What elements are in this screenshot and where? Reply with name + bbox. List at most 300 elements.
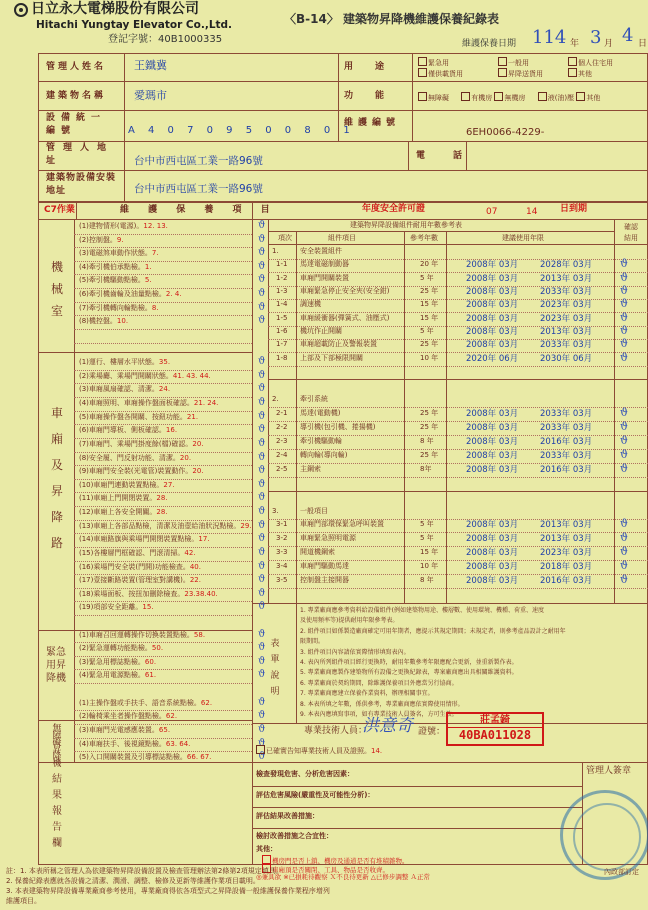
tech-signature: 洪意奇 bbox=[362, 716, 413, 736]
check-mark-icon: ϑ bbox=[258, 574, 266, 586]
check-mark-icon: ϑ bbox=[258, 723, 266, 735]
maintenance-item bbox=[79, 549, 196, 558]
component-start: 2008年 03月 bbox=[466, 340, 519, 350]
component-row-divider bbox=[268, 366, 648, 367]
use-general-checkbox[interactable] bbox=[498, 57, 507, 66]
maintenance-item-point: 15. bbox=[142, 603, 154, 612]
check-mark-icon: ϑ bbox=[258, 465, 266, 477]
left-row-divider bbox=[74, 302, 252, 303]
maintenance-item-text: (18)乘場面板、按扭加刪除檢查。 bbox=[79, 589, 185, 598]
check-mark-icon: ϑ bbox=[258, 288, 266, 300]
device-number-value: A 4 0 7 0 9 5 0 0 8 0 1 bbox=[128, 125, 355, 136]
component-check-mark-icon: ϑ bbox=[620, 462, 628, 475]
func-opt-4: 其他 bbox=[586, 94, 601, 102]
maintenance-item-text: (2)控制盤。 bbox=[79, 235, 117, 244]
component-ref-years: 8 年 bbox=[420, 437, 434, 445]
maintenance-item-point: 41. 43. 44. bbox=[172, 371, 211, 380]
cert-stamp bbox=[446, 712, 544, 746]
maintenance-item bbox=[79, 522, 252, 531]
company-name-cn: 日立永大電梯股份有限公司 bbox=[31, 1, 199, 17]
left-row-divider bbox=[74, 574, 252, 575]
component-no: 1-4 bbox=[276, 300, 288, 308]
component-name: 導引機(包引機、捲揚機) bbox=[300, 423, 376, 431]
component-ref-years: 25 年 bbox=[420, 409, 439, 417]
left-row-divider bbox=[74, 288, 252, 289]
component-name: 車廂門部環保緊急呼叫裝置 bbox=[300, 520, 384, 528]
maintenance-item bbox=[79, 454, 191, 463]
check-mark-icon: ϑ bbox=[258, 587, 266, 599]
component-start: 2008年 03月 bbox=[466, 548, 519, 558]
maintenance-item bbox=[79, 740, 190, 749]
component-group-no: 3. bbox=[272, 507, 279, 515]
component-no: 2-3 bbox=[276, 437, 288, 445]
component-ref-years: 20 年 bbox=[420, 260, 439, 268]
maintenance-item-point: 66. 67. bbox=[186, 753, 212, 762]
component-name: 馬達電磁制動器 bbox=[300, 260, 349, 268]
maintenance-item-point: 65. bbox=[158, 725, 171, 734]
maintenance-item-text: (7)車廂門、乘場門掛度餘(檔)確認。 bbox=[79, 439, 193, 448]
left-row-divider bbox=[74, 234, 252, 235]
component-end: 2033年 03月 bbox=[540, 451, 593, 461]
left-row-divider bbox=[74, 547, 252, 548]
left-row-divider bbox=[74, 452, 252, 453]
maintenance-item bbox=[79, 712, 177, 721]
install-address-value: 台中市西屯區工業一路96號 bbox=[134, 183, 263, 195]
component-ref-years: 5 年 bbox=[420, 327, 434, 335]
component-name: 控制盤主接開器 bbox=[300, 576, 349, 584]
component-name: 車廂超載防止及警報裝置 bbox=[300, 340, 377, 348]
maintenance-item bbox=[79, 481, 175, 490]
maintenance-item-text: (14)車廂路旗與乘場門開閉裝置點檢。 bbox=[79, 535, 199, 544]
check-mark-icon: ϑ bbox=[258, 669, 266, 681]
component-check-mark-icon: ϑ bbox=[620, 351, 628, 364]
maintenance-item bbox=[79, 413, 198, 422]
form-title: 〈B-14〉 建築物昇降機維護保養紀錄表 bbox=[284, 12, 500, 26]
maintenance-item bbox=[79, 290, 182, 299]
left-row-divider bbox=[74, 588, 252, 589]
maintenance-item-text: (4)緊急用電源點檢。 bbox=[79, 671, 145, 680]
component-check-mark-icon: ϑ bbox=[620, 559, 628, 572]
note-line: 6. 專業廠商於契約期間，除維護保養項目外應當另行協商。 bbox=[300, 679, 458, 687]
maintenance-item-point: 63. 64. bbox=[165, 739, 191, 748]
maintenance-item-text: (19)項部安全距離。 bbox=[79, 603, 143, 612]
date-month: 3 bbox=[590, 27, 602, 48]
component-end: 2030年 06月 bbox=[540, 354, 593, 364]
component-check-mark-icon: ϑ bbox=[620, 311, 628, 324]
year-unit: 年 bbox=[570, 39, 580, 49]
c7-label: C7作業 bbox=[44, 205, 75, 215]
date-day: 4 bbox=[622, 25, 634, 46]
component-check-mark-icon: ϑ bbox=[620, 448, 628, 461]
maintenance-item-point: 20. bbox=[179, 453, 192, 462]
component-no: 3-2 bbox=[276, 534, 288, 542]
maintenance-item bbox=[79, 603, 154, 612]
maintenance-item-point: 27. bbox=[163, 480, 175, 489]
maintenance-item-point: 28. bbox=[156, 508, 168, 517]
component-no: 2-4 bbox=[276, 451, 288, 459]
section-machine-room: 機械室 bbox=[50, 260, 63, 318]
maintenance-item-point: 17. bbox=[198, 535, 210, 544]
left-row-divider bbox=[74, 261, 252, 262]
component-check-mark-icon: ϑ bbox=[620, 257, 628, 270]
maintenance-item-text: (5)車廂操作盤各開關、按鈕功能。 bbox=[79, 412, 187, 421]
component-ref-years: 8 年 bbox=[420, 576, 434, 584]
component-end: 2013年 03月 bbox=[540, 534, 593, 544]
check-mark-icon: ϑ bbox=[258, 751, 266, 763]
use-opt-2: 個人住宅用 bbox=[578, 59, 613, 67]
maintenance-item bbox=[79, 222, 168, 231]
confirm-label-2: 結用 bbox=[624, 234, 638, 242]
use-emergency-checkbox[interactable] bbox=[418, 57, 427, 66]
left-row-divider bbox=[74, 370, 252, 371]
func-other-checkbox[interactable] bbox=[576, 92, 585, 101]
component-row-divider bbox=[268, 532, 648, 533]
component-row-divider bbox=[268, 352, 648, 353]
building-name-label: 建築物名稱 bbox=[46, 91, 107, 101]
check-mark-icon: ϑ bbox=[258, 437, 266, 449]
maintenance-item-text: (9)車廂門安全裝(光電管)裝置動作。 bbox=[79, 467, 193, 476]
note-line: 及使用頻率等)提供耐用年限參考表。 bbox=[300, 617, 399, 625]
company-logo-icon bbox=[14, 3, 28, 17]
check-mark-icon: ϑ bbox=[258, 315, 266, 327]
section-car: 車廂及昇降路 bbox=[50, 406, 63, 550]
component-start: 2020年 06月 bbox=[466, 354, 519, 364]
component-ref-years: 10 年 bbox=[420, 354, 439, 362]
col-life-header: 建議使用年限 bbox=[502, 234, 544, 242]
component-no: 3-1 bbox=[276, 520, 288, 528]
maintenance-item-point: 12. 13. bbox=[143, 222, 168, 230]
informed-checkbox[interactable] bbox=[256, 745, 265, 754]
maintenance-item-point: 62. bbox=[200, 698, 213, 707]
component-name: 上部及下部極限開關 bbox=[300, 354, 363, 362]
maintenance-item-point: 22. bbox=[189, 576, 201, 585]
check-mark-icon: ϑ bbox=[258, 383, 266, 395]
component-ref-years: 15 年 bbox=[420, 548, 439, 556]
expiry-day: 14 bbox=[526, 207, 538, 217]
component-end: 2033年 03月 bbox=[540, 423, 593, 433]
component-check-mark-icon: ϑ bbox=[620, 420, 628, 433]
check-mark-icon: ϑ bbox=[258, 410, 266, 422]
phone-label: 電話 bbox=[416, 151, 491, 161]
maintenance-item-point: 40. bbox=[189, 562, 201, 571]
component-check-mark-icon: ϑ bbox=[620, 434, 628, 447]
component-start: 2008年 03月 bbox=[466, 534, 519, 544]
note-line: 限期間。 bbox=[300, 638, 325, 646]
maintenance-item-point: 28. bbox=[156, 494, 168, 503]
component-row-divider bbox=[268, 463, 648, 464]
maintenance-item-point: 1. bbox=[144, 262, 152, 271]
component-end: 2013年 03月 bbox=[540, 327, 593, 337]
use-opt-5: 其他 bbox=[578, 70, 592, 78]
component-ref-years: 5 年 bbox=[420, 274, 434, 282]
component-group-no: 2. bbox=[272, 395, 279, 403]
maintenance-item bbox=[79, 236, 124, 245]
component-end: 2016年 03月 bbox=[540, 465, 593, 475]
maintenance-item-text: (4)牽引機伯承點檢。 bbox=[79, 262, 145, 271]
maintenance-item-point: 60. bbox=[144, 657, 157, 666]
component-row-divider bbox=[268, 421, 648, 422]
func-hydraulic-checkbox[interactable] bbox=[538, 92, 547, 101]
use-other-checkbox[interactable] bbox=[568, 68, 577, 77]
maintenance-item bbox=[79, 426, 177, 435]
section-result: 結果報告欄 bbox=[52, 774, 62, 849]
maintenance-item bbox=[79, 563, 201, 572]
maintenance-item-text: (3)緊急用標誌點檢。 bbox=[79, 657, 145, 666]
component-end: 2033年 03月 bbox=[540, 409, 593, 419]
maintenance-item bbox=[79, 590, 218, 599]
component-no: 1-5 bbox=[276, 314, 288, 322]
group-separator bbox=[268, 379, 648, 380]
maintenance-item bbox=[79, 494, 168, 503]
component-row-divider bbox=[268, 449, 648, 450]
maintenance-item bbox=[79, 535, 210, 544]
check-mark-icon: ϑ bbox=[258, 451, 266, 463]
component-start: 2008年 03月 bbox=[466, 287, 519, 297]
check-mark-icon: ϑ bbox=[258, 274, 266, 286]
cert-stamp-number: 40BA011028 bbox=[458, 728, 532, 742]
tech-label: 專業技術人員： bbox=[304, 726, 368, 736]
maintenance-item-text: (4)車廂照明、車廂操作盤面板確認。 bbox=[79, 399, 194, 408]
check-mark-icon: ϑ bbox=[258, 628, 266, 640]
component-check-mark-icon: ϑ bbox=[620, 573, 628, 586]
check-mark-icon: ϑ bbox=[258, 519, 266, 531]
component-row-divider bbox=[268, 560, 648, 561]
confirm-label: 確認 bbox=[624, 223, 638, 231]
left-row-divider bbox=[74, 506, 252, 507]
informed-point: 14. bbox=[371, 747, 383, 755]
component-end: 2023年 03月 bbox=[540, 300, 593, 310]
maintenance-item-point: 42. bbox=[184, 548, 196, 557]
component-check-mark-icon: ϑ bbox=[620, 517, 628, 530]
manager-name-value: 王鐵冀 bbox=[134, 59, 167, 72]
maintenance-item-point: 20. bbox=[192, 439, 204, 448]
maintenance-item-point: 61. bbox=[144, 671, 157, 680]
day-unit: 日 bbox=[638, 39, 648, 49]
check-mark-icon: ϑ bbox=[258, 696, 266, 708]
component-no: 3-3 bbox=[276, 548, 288, 556]
maintenance-item bbox=[79, 317, 128, 326]
component-row-divider bbox=[268, 272, 648, 273]
component-check-mark-icon: ϑ bbox=[620, 531, 628, 544]
component-name: 馬達(電動機) bbox=[300, 409, 341, 417]
maintenance-item bbox=[79, 276, 152, 285]
maintenance-item-text: (17)壹接斷路裝置(管理室對講機)。 bbox=[79, 576, 190, 585]
cert-stamp-name: 莊孟錡 bbox=[448, 714, 542, 728]
check-mark-icon: ϑ bbox=[258, 220, 266, 231]
maintenance-item-text: (12)車廂上各安全開關。 bbox=[79, 508, 157, 517]
use-delivery-checkbox[interactable] bbox=[498, 68, 507, 77]
func-barrier-free-checkbox[interactable] bbox=[418, 92, 427, 101]
maintenance-item-point: 35. bbox=[158, 358, 171, 367]
left-row-divider bbox=[74, 683, 252, 684]
maintenance-item-point: 16. bbox=[165, 426, 178, 435]
component-row-divider bbox=[268, 574, 648, 575]
function-options bbox=[418, 92, 600, 103]
maintenance-item-text: (5)牽引機驅動點檢。 bbox=[79, 276, 145, 285]
component-ref-years: 25 年 bbox=[420, 287, 439, 295]
col-name-header: 組件項目 bbox=[328, 234, 356, 242]
maintenance-item-point: 10. bbox=[116, 317, 129, 326]
maintenance-item-text: (1)建物情形(電源)。 bbox=[79, 222, 144, 230]
component-no: 2-1 bbox=[276, 409, 288, 417]
component-name: 調速機 bbox=[300, 300, 321, 308]
check-mark-icon: ϑ bbox=[258, 424, 266, 436]
maintenance-item-point: 5. bbox=[144, 276, 152, 285]
component-end: 2033年 03月 bbox=[540, 287, 593, 297]
maintenance-item-text: (15)各樓層門框確認、門滾清掃。 bbox=[79, 548, 185, 557]
check-mark-icon: ϑ bbox=[258, 601, 266, 613]
left-row-divider bbox=[74, 438, 252, 439]
annual-permit-label: 年度安全許可證 bbox=[362, 204, 426, 214]
left-row-divider bbox=[74, 520, 252, 521]
component-no: 1-1 bbox=[276, 260, 288, 268]
install-address-label: 建築物設備安裝地址 bbox=[46, 173, 117, 196]
component-start: 2008年 03月 bbox=[466, 520, 519, 530]
maintenance-item-point: 50. bbox=[151, 644, 164, 653]
check-mark-icon: ϑ bbox=[258, 260, 266, 272]
check-mark-icon: ϑ bbox=[258, 397, 266, 409]
component-start: 2008年 03月 bbox=[466, 327, 519, 337]
left-row-divider bbox=[74, 397, 252, 398]
result-line: 評估危害風險(嚴重性及可能性分析)： bbox=[256, 791, 375, 799]
component-name: 車廂緩衝器(彈簧式、油壓式) bbox=[300, 314, 390, 322]
component-row-divider bbox=[268, 546, 648, 547]
func-mrl-checkbox[interactable] bbox=[494, 92, 503, 101]
maintenance-item bbox=[79, 726, 170, 735]
note-line: 3. 組件項目內容請依實際情形填寫表內。 bbox=[300, 648, 410, 656]
component-group-name: 安全裝置組件 bbox=[300, 247, 342, 255]
company-seal-stamp bbox=[560, 790, 648, 880]
component-start: 2008年 03月 bbox=[466, 465, 519, 475]
component-name: 車廂門開關裝置 bbox=[300, 274, 349, 282]
note-line: 1. 專業廠商應參考資料給設備組件(例如建築物用途、樓層數、使用環境、機種、荷重、速度 bbox=[300, 607, 544, 614]
maintenance-item bbox=[79, 385, 170, 394]
footer-note-line: 3. 本表建築物昇降設備專業廠商參考使用，專業廠商得依各項型式之昇降設備一般維護保養作業程序增列 bbox=[6, 887, 330, 895]
left-row-divider bbox=[74, 479, 252, 480]
maintenance-item bbox=[79, 631, 205, 640]
left-row-divider bbox=[74, 329, 252, 330]
maintenance-item-point: 23.38.40. bbox=[184, 589, 218, 598]
component-group-no: 1. bbox=[272, 247, 279, 255]
note-line: 2. 組件項目如係製造廠商確定可用年期者，應提示其規定期間；未規定者，則參考產品設計之耐用年 bbox=[300, 627, 566, 635]
notes-label: 表單說明 bbox=[270, 639, 280, 697]
check-mark-icon: ϑ bbox=[258, 301, 266, 313]
component-row-divider bbox=[268, 588, 648, 589]
component-ref-years: 5 年 bbox=[420, 534, 434, 542]
check-mark-icon: ϑ bbox=[258, 478, 266, 490]
result-line: 評估結果改善措施： bbox=[256, 812, 319, 820]
left-row-divider bbox=[74, 411, 252, 412]
month-unit: 月 bbox=[604, 39, 614, 49]
component-start: 2008年 03月 bbox=[466, 314, 519, 324]
component-start: 2008年 03月 bbox=[466, 423, 519, 433]
check-mark-icon: ϑ bbox=[258, 533, 266, 545]
result-checkbox[interactable] bbox=[262, 855, 271, 864]
maintenance-item-point: 2. 4. bbox=[165, 290, 182, 299]
footer-right: 內政部訂定 bbox=[604, 868, 639, 876]
expiry-month: 07 bbox=[486, 207, 498, 217]
component-ref-years: 15 年 bbox=[420, 300, 439, 308]
component-name: 牽引機驅動輪 bbox=[300, 437, 342, 445]
component-no: 3-4 bbox=[276, 562, 288, 570]
func-opt-0: 無障礙 bbox=[428, 94, 449, 102]
note-line: 7. 專業廠商應建立保養作業資料，辦理相關事宜。 bbox=[300, 690, 434, 698]
component-end: 2028年 03月 bbox=[540, 260, 593, 270]
func-machine-room-checkbox[interactable] bbox=[461, 92, 470, 101]
component-ref-years: 5 年 bbox=[420, 520, 434, 528]
maintenance-item-text: (8)安全履、門反射功能、清潔。 bbox=[79, 453, 180, 462]
component-table-title: 建築物昇降設備組件耐用年數參考表 bbox=[350, 221, 462, 229]
component-no: 1-2 bbox=[276, 274, 288, 282]
maintenance-item-point: 8. bbox=[151, 303, 159, 312]
maintenance-item-text: (1)運行、樓層水平狀態。 bbox=[79, 358, 159, 367]
footer-note-line: 2. 保養紀錄表應就各設備之清潔、潤滑、調整、檢修及更新等維護作業項目載明。 bbox=[6, 877, 260, 885]
manager-address-label: 管理人地址 bbox=[46, 143, 115, 166]
component-end: 2016年 03月 bbox=[540, 437, 593, 447]
check-mark-icon: ϑ bbox=[258, 546, 266, 558]
component-row-divider bbox=[268, 477, 648, 478]
maintenance-item bbox=[79, 467, 204, 476]
component-end: 2033年 03月 bbox=[540, 340, 593, 350]
use-residential-checkbox[interactable] bbox=[568, 57, 577, 66]
informed-text: 已確實告知專業技術人員及證照。 bbox=[266, 747, 371, 755]
component-no: 1-7 bbox=[276, 340, 288, 348]
group-separator bbox=[268, 491, 648, 492]
left-row-divider bbox=[74, 724, 252, 725]
maintenance-item-text: (10)車廂門連動裝置點檢。 bbox=[79, 480, 164, 489]
col-ref-header: 參考年數 bbox=[410, 234, 438, 242]
component-ref-years: 10 年 bbox=[420, 562, 439, 570]
maintenance-item bbox=[79, 358, 170, 367]
component-row-divider bbox=[268, 312, 648, 313]
component-name: 開道機鋼索 bbox=[300, 548, 335, 556]
check-mark-icon: ϑ bbox=[258, 710, 266, 722]
component-no: 1-6 bbox=[276, 327, 288, 335]
component-ref-years: 8年 bbox=[420, 465, 432, 473]
note-line: 5. 專業廠商應製作建築物所有設備之更換紀錄表，專案廠商應出具相關維護資料。 bbox=[300, 669, 518, 677]
result-line: 其他： bbox=[256, 845, 277, 853]
component-check-mark-icon: ϑ bbox=[620, 406, 628, 419]
component-check-mark-icon: ϑ bbox=[620, 324, 628, 337]
manager-address-value: 台中市西屯區工業一路96號 bbox=[134, 155, 263, 167]
maintenance-item bbox=[79, 372, 211, 381]
component-ref-years: 25 年 bbox=[420, 340, 439, 348]
component-check-mark-icon: ϑ bbox=[620, 284, 628, 297]
maintenance-item bbox=[79, 671, 156, 680]
cert-label: 證號： bbox=[418, 727, 446, 737]
component-end: 2023年 03月 bbox=[540, 314, 593, 324]
component-row-divider bbox=[268, 435, 648, 436]
component-start: 2008年 03月 bbox=[466, 437, 519, 447]
component-group-name: 一般項目 bbox=[300, 507, 328, 515]
component-end: 2023年 03月 bbox=[540, 548, 593, 558]
maintenance-item-text: (1)主操作盤或手扶手、語音系統點檢。 bbox=[79, 698, 201, 707]
component-name: 車廂門驅動馬達 bbox=[300, 562, 349, 570]
maintenance-item bbox=[79, 304, 159, 313]
maintenance-item-point: 62. bbox=[165, 712, 178, 721]
maintenance-item-text: (3)車廂風扇確認、清潔。 bbox=[79, 385, 159, 394]
check-mark-icon: ϑ bbox=[258, 506, 266, 518]
use-freight-checkbox[interactable] bbox=[418, 68, 427, 77]
result-line: 檢討改善措施之合宜性： bbox=[256, 832, 333, 840]
use-opt-3: 僅供載貨用 bbox=[428, 70, 463, 78]
maintenance-item-text: (3)電磁煞車動作狀態。 bbox=[79, 249, 152, 258]
component-start: 2008年 03月 bbox=[466, 409, 519, 419]
maintenance-item-text: (1)車廂召回運轉操作切換裝置點檢。 bbox=[79, 630, 194, 639]
maintenance-item-text: (4)車廂扶手、後視鏡點檢。 bbox=[79, 739, 166, 748]
component-name: 轉向輪(導向輪) bbox=[300, 451, 348, 459]
maintenance-item-point: 24. bbox=[158, 385, 171, 394]
